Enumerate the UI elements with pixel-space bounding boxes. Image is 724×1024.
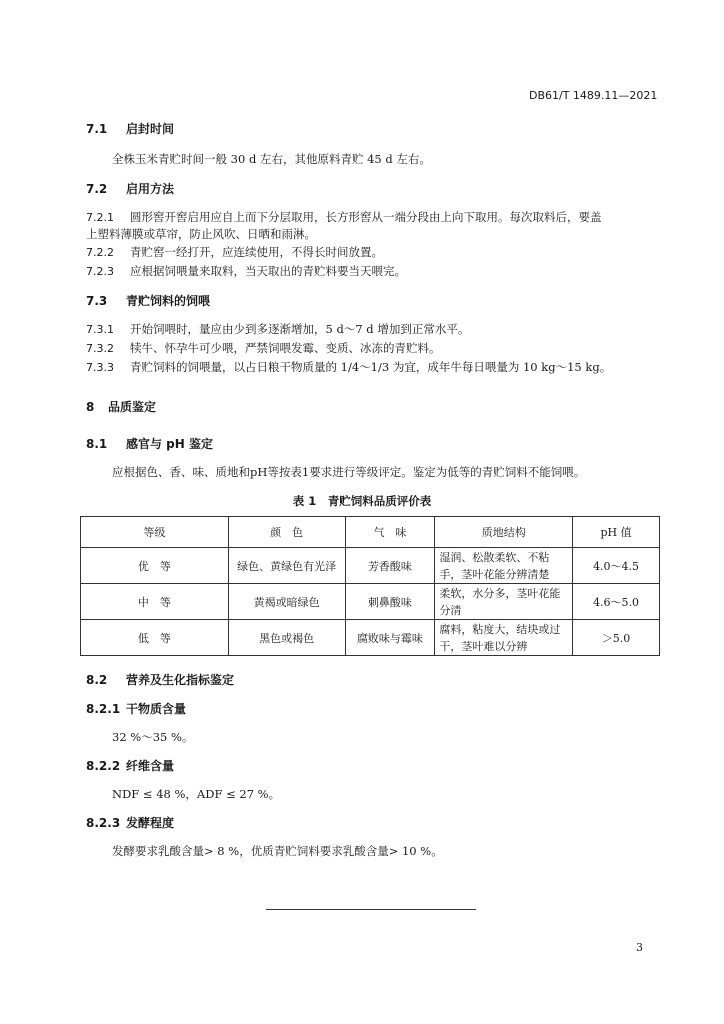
cell-color: 黑色或褐色 bbox=[228, 620, 345, 656]
section-7-3-heading bbox=[86, 292, 210, 309]
clause-number: 7.3.3 bbox=[86, 361, 114, 374]
clause-text: 青贮饲料的饲喂量，以占日粮干物质量的 1/4～1/3 为宜，成年牛每日喂量为 10 kg～15 kg。 bbox=[130, 360, 612, 374]
cell-ph: 4.6～5.0 bbox=[573, 584, 660, 620]
cell-smell: 刺鼻酸味 bbox=[345, 584, 435, 620]
clause-text: 青贮窖一经打开，应连续使用，不得长时间放置。 bbox=[130, 245, 383, 259]
section-8-2-2-text: NDF ≤ 48 %，ADF ≤ 27 %。 bbox=[112, 787, 281, 801]
section-title: 干物质含量 bbox=[126, 702, 187, 716]
clause-text: 开始饲喂时，量应由少到多逐渐增加，5 d～7 d 增加到正常水平。 bbox=[130, 322, 470, 336]
section-7-1-text: 全株玉米青贮时间一般 30 d 左右，其他原料青贮 45 d 左右。 bbox=[112, 152, 431, 166]
clause-text: 应根据饲喂量来取料，当天取出的青贮料要当天喂完。 bbox=[130, 264, 406, 278]
cell-grade: 中 等 bbox=[81, 584, 229, 620]
section-number: 8.2 bbox=[86, 673, 108, 687]
table-row bbox=[81, 620, 660, 656]
clause-number: 7.2.3 bbox=[86, 265, 114, 278]
section-8-2-3-text: 发酵要求乳酸含量> 8 %，优质青贮饲料要求乳酸含量> 10 %。 bbox=[112, 844, 443, 858]
header-grade: 等级 bbox=[81, 517, 229, 548]
header-texture: 质地结构 bbox=[435, 517, 573, 548]
clause-number: 7.3.2 bbox=[86, 342, 114, 355]
section-number: 7.3 bbox=[86, 294, 108, 308]
section-8-1-heading bbox=[86, 435, 213, 452]
clause-7-3-3 bbox=[86, 359, 611, 375]
end-rule bbox=[266, 909, 476, 910]
cell-texture: 腐料，粘度大，结块或过干，茎叶难以分辨 bbox=[435, 620, 573, 656]
quality-evaluation-table bbox=[80, 516, 660, 656]
section-8-2-1-heading bbox=[86, 700, 186, 717]
cell-texture: 柔软，水分多，茎叶花能分清 bbox=[435, 584, 573, 620]
table-header-row bbox=[81, 517, 660, 548]
clause-7-2-2 bbox=[86, 244, 383, 260]
cell-ph: 4.0～4.5 bbox=[573, 548, 660, 584]
header-color: 颜 色 bbox=[228, 517, 345, 548]
section-number: 8 bbox=[86, 400, 95, 414]
cell-color: 黄褐或暗绿色 bbox=[228, 584, 345, 620]
header-ph: pH 值 bbox=[573, 517, 660, 548]
section-8-1-text: 应根据色、香、味、质地和pH等按表1要求进行等级评定。鉴定为低等的青贮饲料不能饲喂。 bbox=[112, 465, 586, 479]
section-number: 7.2 bbox=[86, 182, 108, 196]
section-number: 7.1 bbox=[86, 122, 108, 136]
section-title: 品质鉴定 bbox=[108, 400, 157, 414]
clause-7-2-1-continued: 上塑料薄膜或草帘，防止风吹、日晒和雨淋。 bbox=[86, 227, 316, 241]
section-number: 8.2.1 bbox=[86, 702, 121, 716]
clause-7-3-2 bbox=[86, 340, 441, 356]
standard-number: DB61/T 1489.11—2021 bbox=[529, 89, 658, 102]
cell-color: 绿色、黄绿色有光泽 bbox=[228, 548, 345, 584]
clause-number: 7.3.1 bbox=[86, 323, 114, 336]
section-title: 启封时间 bbox=[126, 122, 175, 136]
section-8-2-3-heading bbox=[86, 814, 174, 831]
clause-number: 7.2.2 bbox=[86, 246, 114, 259]
cell-smell: 芳香酸味 bbox=[345, 548, 435, 584]
clause-7-2-3 bbox=[86, 263, 406, 279]
page-number: 3 bbox=[636, 941, 643, 954]
section-title: 发酵程度 bbox=[126, 816, 175, 830]
clause-number: 7.2.1 bbox=[86, 211, 114, 224]
section-title: 营养及生化指标鉴定 bbox=[126, 673, 235, 687]
section-title: 启用方法 bbox=[126, 182, 175, 196]
section-title: 青贮饲料的饲喂 bbox=[126, 294, 211, 308]
cell-ph: ＞5.0 bbox=[573, 620, 660, 656]
section-8-2-1-text: 32 %～35 %。 bbox=[112, 730, 194, 744]
clause-text: 犊牛、怀孕牛可少喂，严禁饲喂发霉、变质、冰冻的青贮料。 bbox=[130, 341, 441, 355]
section-8-2-2-heading bbox=[86, 757, 174, 774]
section-number: 8.1 bbox=[86, 437, 108, 451]
table-row bbox=[81, 584, 660, 620]
cell-grade: 优 等 bbox=[81, 548, 229, 584]
cell-grade: 低 等 bbox=[81, 620, 229, 656]
section-8-heading bbox=[86, 398, 156, 415]
clause-7-3-1 bbox=[86, 321, 469, 337]
section-8-2-heading bbox=[86, 671, 234, 688]
clause-7-2-1 bbox=[86, 209, 602, 225]
section-number: 8.2.2 bbox=[86, 759, 121, 773]
section-7-2-heading bbox=[86, 180, 174, 197]
clause-text: 圆形窖开窖启用应自上而下分层取用，长方形窖从一端分段由上向下取用。每次取料后，要盖 bbox=[130, 210, 602, 224]
section-7-1-heading bbox=[86, 120, 174, 137]
section-title: 纤维含量 bbox=[126, 759, 175, 773]
table-row bbox=[81, 548, 660, 584]
cell-texture: 湿润、松散柔软、不粘手，茎叶花能分辨清楚 bbox=[435, 548, 573, 584]
table-caption: 表 1 青贮饲料品质评价表 bbox=[292, 494, 432, 508]
section-number: 8.2.3 bbox=[86, 816, 121, 830]
section-title: 感官与 pH 鉴定 bbox=[126, 437, 213, 451]
header-smell: 气 味 bbox=[345, 517, 435, 548]
cell-smell: 腐败味与霉味 bbox=[345, 620, 435, 656]
